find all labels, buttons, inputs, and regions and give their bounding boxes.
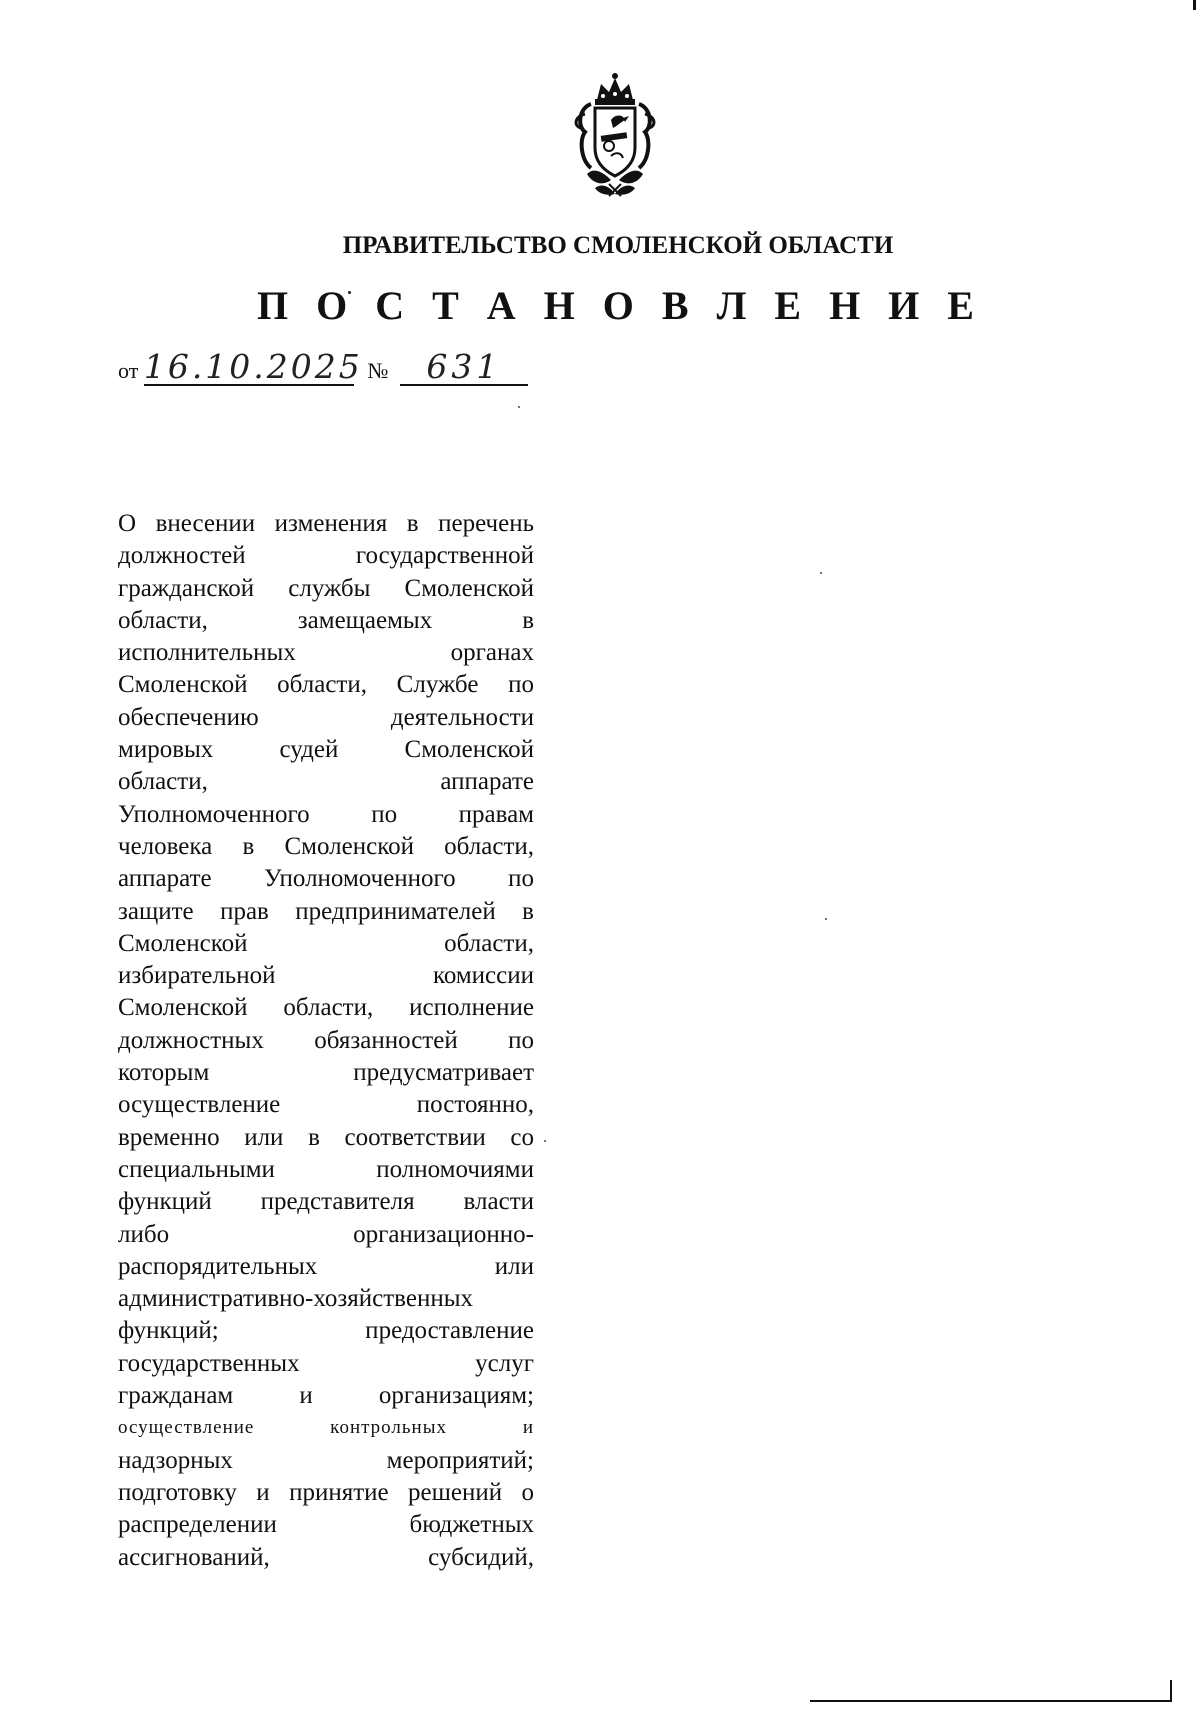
subject-line: которым предусматривает	[118, 1059, 534, 1087]
government-title: ПРАВИТЕЛЬСТВО СМОЛЕНСКОЙ ОБЛАСТИ	[342, 232, 894, 259]
document-type-heading: П О С Т А Н О В Л Е Н И Е	[257, 283, 983, 328]
scan-speck	[820, 572, 822, 574]
subject-line: Смоленской области,	[118, 929, 534, 957]
scan-edge-mark	[1193, 0, 1196, 10]
subject-line: обеспечению деятельности	[118, 703, 534, 731]
scan-edge-mark	[1170, 1680, 1172, 1702]
document-subject	[118, 508, 534, 1574]
scan-speck	[544, 1140, 546, 1142]
subject-line: аппарате Уполномоченного по	[118, 865, 534, 893]
subject-line: подготовку и принятие решений о	[118, 1478, 534, 1506]
subject-line: Смоленской области, исполнение	[118, 994, 534, 1022]
subject-line: функций представителя власти	[118, 1188, 534, 1216]
number-prefix: №	[367, 358, 389, 383]
smolensk-coat-of-arms-icon	[565, 70, 665, 200]
subject-line: гражданам и организациям;	[118, 1382, 534, 1410]
subject-line: области, замещаемых в	[118, 606, 534, 634]
subject-line: ассигнований, субсидий,	[118, 1543, 534, 1571]
document-date: 16.10.2025	[143, 347, 363, 386]
subject-line: функций; предоставление	[118, 1317, 534, 1345]
registration-line	[118, 347, 528, 386]
subject-line: либо организационно-	[118, 1220, 534, 1248]
subject-line: административно-хозяйственных	[118, 1285, 473, 1313]
subject-line: исполнительных органах	[118, 639, 534, 667]
subject-line: человека в Смоленской области,	[118, 832, 534, 860]
subject-line: Смоленской области, Службе по	[118, 671, 534, 699]
subject-line: гражданской службы Смоленской	[118, 574, 534, 602]
scan-edge-mark	[810, 1700, 1170, 1702]
subject-line: должностных обязанностей по	[118, 1026, 534, 1054]
subject-line: мировых судей Смоленской	[118, 736, 534, 764]
subject-line: избирательной комиссии	[118, 962, 534, 990]
subject-line: должностей государственной	[118, 542, 534, 570]
document-number: 631	[400, 350, 528, 386]
subject-line: осуществление постоянно,	[118, 1091, 534, 1119]
date-prefix: от	[118, 358, 139, 383]
subject-line: защите прав предпринимателей в	[118, 897, 534, 925]
subject-line: специальными полномочиями	[118, 1155, 534, 1183]
subject-line: временно или в соответствии со	[118, 1123, 534, 1151]
scan-speck	[825, 918, 827, 920]
subject-line: Уполномоченного по правам	[118, 800, 534, 828]
subject-line: О внесении изменения в перечень	[118, 510, 534, 537]
subject-line: области, аппарате	[118, 768, 534, 796]
subject-line: государственных услуг	[118, 1349, 534, 1377]
subject-line: распорядительных или	[118, 1252, 534, 1280]
subject-line: распределении бюджетных	[118, 1511, 534, 1539]
subject-line: надзорных мероприятий;	[118, 1446, 534, 1474]
subject-line: осуществление контрольных и	[118, 1417, 534, 1439]
scan-speck	[518, 406, 520, 408]
